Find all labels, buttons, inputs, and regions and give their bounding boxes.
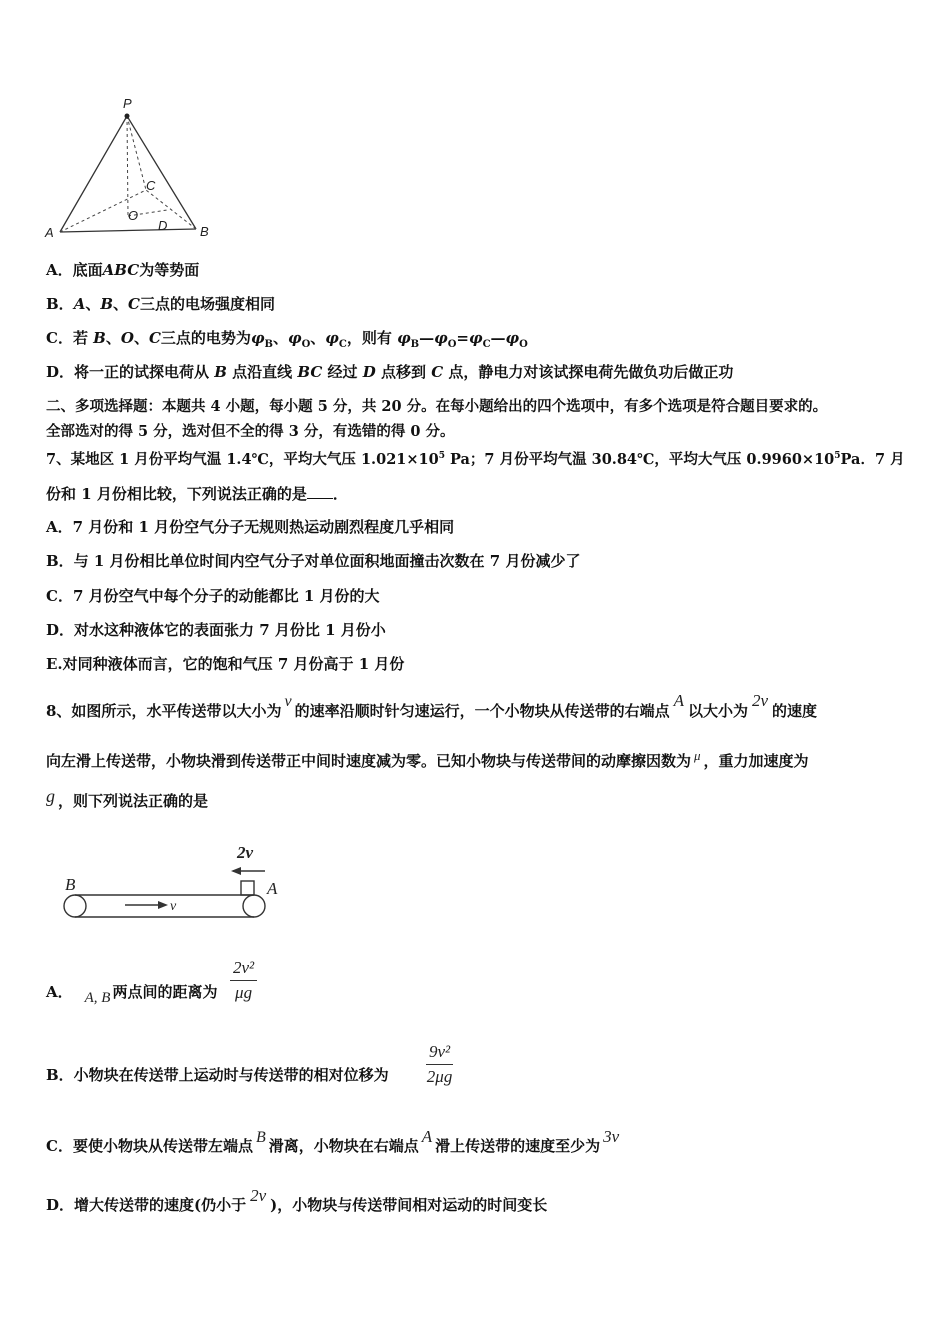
answer-blank	[307, 484, 333, 499]
q8-option-b-fraction: $\frac{\text{9v²}}{2\mu g}$	[426, 1042, 453, 1086]
label-2v: 2v	[237, 843, 254, 862]
math-2v: 2v	[751, 691, 769, 710]
q8-stem-line2: 向左滑上传送带，小物块滑到传送带正中间时速度减为零。已知小物块与传送带间的动摩擦因数为 μ ，重力加速度为	[46, 748, 809, 770]
edge-PA	[60, 116, 127, 232]
height-PO	[127, 116, 128, 216]
section2-heading-line1: 二、多项选择题：本题共 4 小题，每小题 5 分，共 20 分。在每小题给出的四个选项中，有多个选项是符合题目要求的。	[46, 398, 828, 415]
q8-stem-line3: g ，则下列说法正确的是	[46, 786, 209, 810]
math-v: v	[284, 693, 292, 710]
q7-option-b: B．与 1 月份相比单位时间内空气分子对单位面积地面撞击次数在 7 月份减少了	[46, 552, 581, 570]
vertex-P-dot	[125, 114, 130, 119]
conveyor-figure	[55, 840, 295, 925]
q6-option-c: C．若 B、O、C三点的电势为$\varphi_B$、$\varphi_O$、$\varphi_C$，则有 $\varphi_B—\varphi_O=\varphi_C—\varphi_O$	[46, 329, 528, 350]
right-roller	[243, 895, 265, 917]
label-B: B	[65, 875, 76, 894]
q6-option-d: D．将一正的试探电荷从 B 点沿直线 BC 经过 D 点移到 C 点，静电力对该试探电荷先做负功后做正功	[46, 363, 734, 381]
label-C: C	[146, 178, 156, 193]
q7-option-a: A．7 月份和 1 月份空气分子无规则热运动剧烈程度几乎相同	[46, 518, 455, 536]
math-A: A	[673, 691, 684, 710]
label-A: A	[267, 879, 278, 898]
q7-option-e: E.对同种液体而言，它的饱和气压 7 月份高于 1 月份	[46, 655, 405, 673]
q7-stem-line2: 份和 1 月份相比较，下列说法正确的是 ．	[46, 485, 348, 503]
label-P: P	[123, 96, 132, 111]
label-B: B	[200, 224, 209, 239]
left-roller	[64, 895, 86, 917]
q6-option-b: B．A、B、C三点的电场强度相同	[46, 295, 276, 313]
edge-PC	[127, 116, 146, 190]
q7-option-c: C．7 月份空气中每个分子的动能都比 1 月份的大	[46, 587, 380, 605]
q7-stem-line1: 7、某地区 1 月份平均气温 1.4℃，平均大气压 $1.021\times 10^5$ Pa；7 月份平均气温 30.84℃，平均大气压 $0.9960\times 10^5Pa$．7 月	[46, 450, 905, 468]
q8-option-c: C．要使小物块从传送带左端点 B 滑离，小物块在右端点 A 滑上传送带的速度至少为 3v	[46, 1127, 620, 1155]
section2-heading-line2: 全部选对的得 5 分，选对但不全的得 3 分，有选错的得 0 分。	[46, 423, 455, 440]
label-O: O	[128, 208, 139, 223]
block	[241, 881, 254, 895]
label-v: v	[170, 899, 177, 914]
q6-option-a: A．底面ABC为等势面	[46, 261, 200, 279]
math-g: g	[46, 786, 55, 806]
label-D: D	[158, 218, 168, 233]
block-arrow-head	[231, 867, 241, 875]
q8-option-a-fraction: $\frac{\text{2v²}}{\mu g}$	[230, 958, 257, 1003]
pyramid-figure	[40, 92, 220, 242]
edge-BC	[146, 190, 196, 229]
belt-arrow-head	[158, 901, 168, 909]
q8-option-a: A． A, B 两点间的距离为	[46, 983, 218, 1006]
q8-option-b: B．小物块在传送带上运动时与传送带的相对位移为	[46, 1066, 389, 1084]
edge-AB	[60, 229, 196, 232]
q7-option-d: D．对水这种液体它的表面张力 7 月份比 1 月份小	[46, 621, 386, 639]
q8-option-d: D．增大传送带的速度(仍小于 2v )，小物块与传送带间相对运动的时间变长	[46, 1186, 548, 1214]
q8-stem-line1: 8、如图所示，水平传送带以大小为v的速率沿顺时针匀速运行，一个小物块从传送带的右端点A以大小为2v的速度	[46, 691, 818, 720]
label-A: A	[45, 225, 54, 240]
math-mu: μ	[694, 748, 701, 763]
